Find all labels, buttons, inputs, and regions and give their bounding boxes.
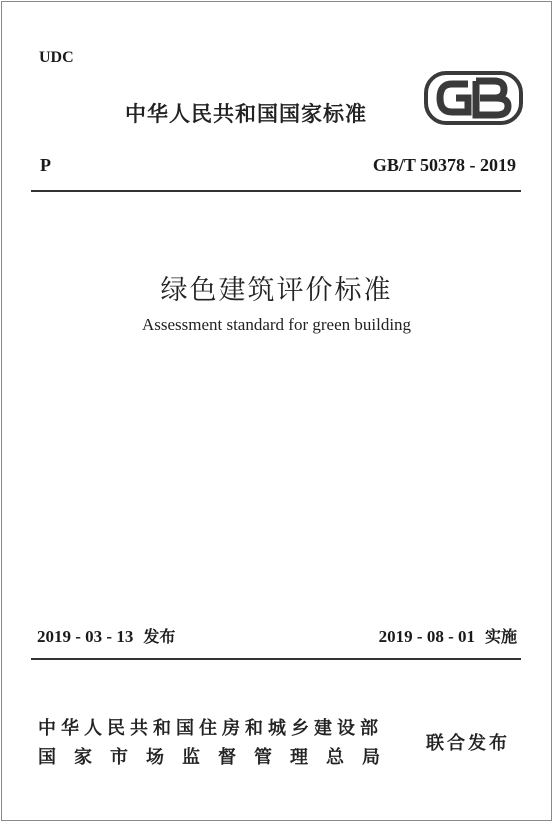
- standard-cover: [1, 1, 552, 821]
- gb-logo: [424, 70, 523, 126]
- issue-date-block: [37, 624, 175, 647]
- header-divider: [31, 190, 521, 192]
- effective-label: 实施: [484, 627, 517, 646]
- footer-divider: [31, 658, 521, 660]
- standard-code: GB/T 50378 - 2019: [372, 155, 516, 175]
- issuer-ministry: 中华人民共和国住房和城乡建设部: [38, 718, 383, 739]
- issuer-administration: 国家市场监督管理总局: [38, 747, 398, 768]
- category-letter: P: [40, 155, 51, 175]
- standard-type: 中华人民共和国国家标准: [125, 102, 367, 126]
- issue-date: 2019 - 03 - 13: [37, 627, 134, 646]
- title-chinese: 绿色建筑评价标准: [160, 275, 393, 306]
- udc-label: UDC: [39, 49, 74, 66]
- gb-logo-text: GB: [424, 70, 426, 71]
- joint-issue-label: 联合发布: [426, 733, 510, 754]
- issue-label: 发布: [143, 627, 176, 646]
- effective-date: 2019 - 08 - 01: [378, 627, 475, 646]
- effective-date-block: [379, 624, 517, 647]
- title-english: Assessment standard for green building: [141, 315, 412, 334]
